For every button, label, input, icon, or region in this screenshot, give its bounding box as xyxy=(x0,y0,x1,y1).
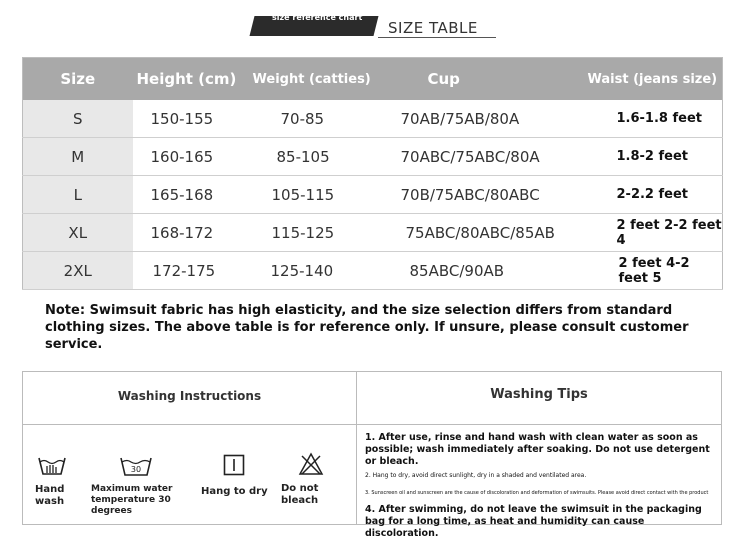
table-header-row xyxy=(23,58,723,101)
cell-size: S xyxy=(23,100,133,138)
tip-item: 4. After swimming, do not leave the swimsuit in the packaging bag for a long time, as heat and humidity can cause discoloration. xyxy=(365,504,702,539)
cell-waist: 2 feet 2-2 feet 4 xyxy=(558,214,723,252)
header-badge-text: size reference chart xyxy=(272,13,363,22)
cell-waist: 2 feet 4-2 feet 5 xyxy=(558,252,723,290)
hand-wash-icon xyxy=(37,454,67,478)
cell-weight: 85-105 xyxy=(253,138,378,176)
no-bleach-icon xyxy=(298,452,324,476)
cell-height: 165-168 xyxy=(133,176,253,214)
cell-cup: 85ABC/90AB xyxy=(378,252,558,290)
cell-cup: 70ABC/75ABC/80A xyxy=(378,138,558,176)
cell-weight: 70-85 xyxy=(253,100,378,138)
cell-size: M xyxy=(23,138,133,176)
wash-temperature-label: Maximum water temperature 30 degrees xyxy=(91,484,173,516)
hang-dry-icon xyxy=(223,454,245,476)
cell-height: 168-172 xyxy=(133,214,253,252)
cell-cup: 75ABC/80ABC/85AB xyxy=(378,214,558,252)
col-header-cup: Cup xyxy=(378,58,558,101)
size-table xyxy=(22,57,723,290)
cell-size: L xyxy=(23,176,133,214)
tip-item: 2. Hang to dry, avoid direct sunlight, dry in a shaded and ventilated area. xyxy=(365,472,587,479)
hand-wash-label: Hand wash xyxy=(35,484,65,507)
tip-item: 3. Sunscreen oil and sunscreen are the cause of discoloration and deformation of swimsuits. Please avoid direct contact with the product xyxy=(365,490,709,496)
table-row xyxy=(23,100,723,138)
cell-waist: 1.8-2 feet xyxy=(558,138,723,176)
panel-divider-horizontal xyxy=(23,424,721,425)
cell-waist: 1.6-1.8 feet xyxy=(558,100,723,138)
cell-height: 150-155 xyxy=(133,100,253,138)
table-row xyxy=(23,138,723,176)
washing-tips-title: Washing Tips xyxy=(490,387,588,402)
washing-instructions-title: Washing Instructions xyxy=(117,389,262,403)
table-row xyxy=(23,214,723,252)
title-underline xyxy=(378,37,496,38)
wash-30-icon xyxy=(119,454,153,478)
cell-cup: 70B/75ABC/80ABC xyxy=(378,176,558,214)
cell-height: 160-165 xyxy=(133,138,253,176)
cell-weight: 105-115 xyxy=(253,176,378,214)
size-note: Note: Swimsuit fabric has high elasticity, and the size selection differs from standard clothing sizes. The above table is for reference only. If unsure, please consult customer service. xyxy=(45,303,689,352)
cell-cup: 70AB/75AB/80A xyxy=(378,100,558,138)
wash-temp-text: 30 xyxy=(130,465,142,474)
page-title: SIZE TABLE xyxy=(388,19,478,37)
tip-item: 1. After use, rinse and hand wash with clean water as soon as possible; wash immediately after soaking. Do not use detergent or bleach. xyxy=(365,432,710,467)
col-header-height: Height (cm) xyxy=(133,58,253,101)
cell-waist: 2-2.2 feet xyxy=(558,176,723,214)
table-row xyxy=(23,176,723,214)
cell-weight: 115-125 xyxy=(253,214,378,252)
cell-size: 2XL xyxy=(23,252,133,290)
cell-height: 172-175 xyxy=(133,252,253,290)
cell-weight: 125-140 xyxy=(253,252,378,290)
col-header-waist: Waist (jeans size) xyxy=(558,58,723,101)
hang-dry-label: Hang to dry xyxy=(201,486,268,497)
no-bleach-label: Do not bleach xyxy=(281,483,319,506)
col-header-weight: Weight (catties) xyxy=(253,58,378,101)
washing-tips-list xyxy=(365,432,721,540)
table-row xyxy=(23,252,723,290)
col-header-size: Size xyxy=(23,58,133,101)
washing-panel xyxy=(22,371,722,539)
cell-size: XL xyxy=(23,214,133,252)
